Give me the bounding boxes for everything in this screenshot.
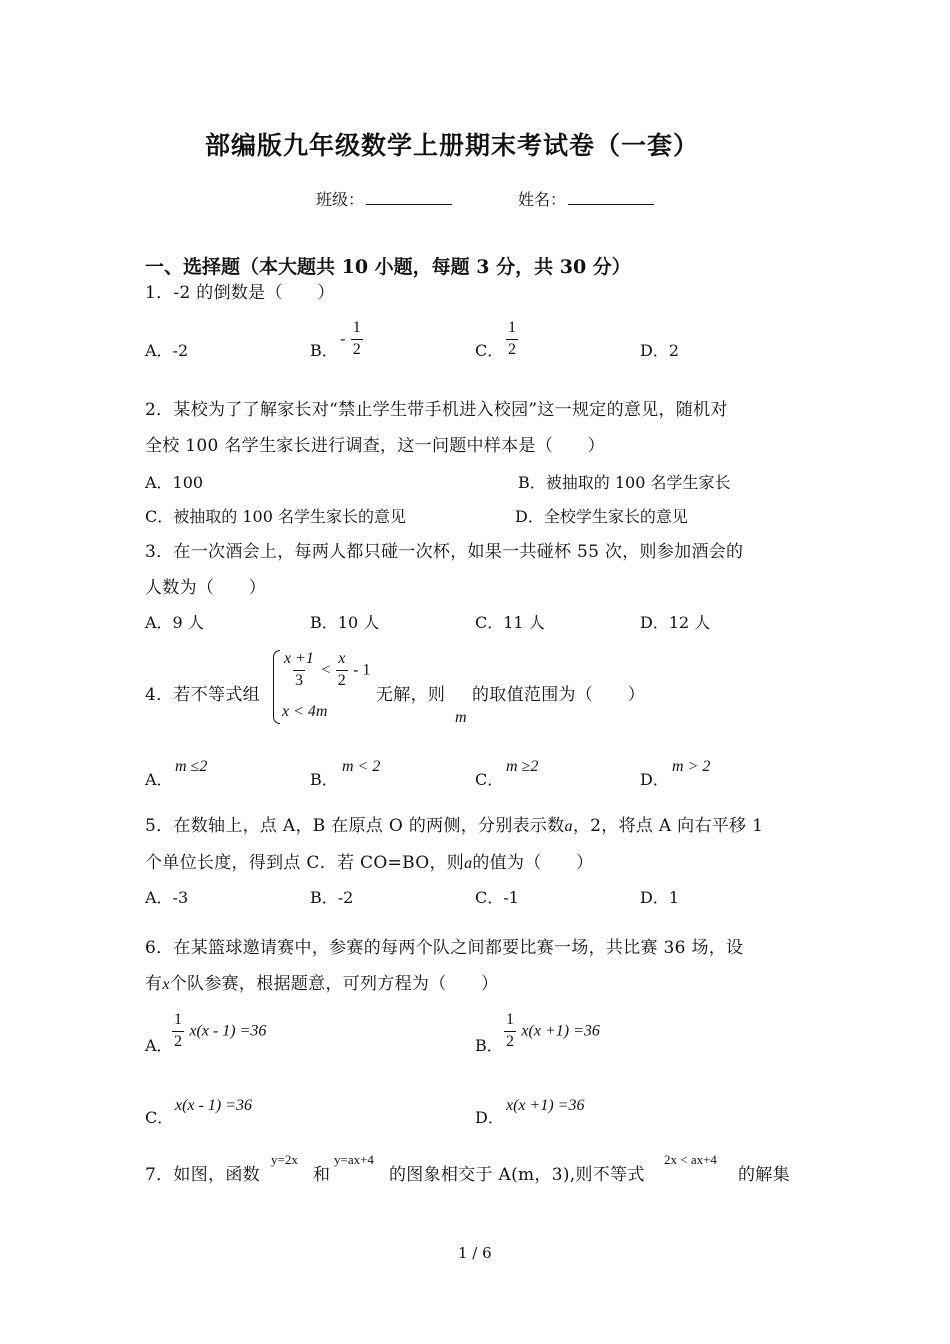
q6-a-expr: x(x - 1) =36 <box>189 1022 267 1040</box>
q5-option-c: C．-1 <box>475 888 519 907</box>
q2-option-c: C．被抽取的 100 名学生家长的意见 <box>145 507 406 526</box>
name-blank <box>568 190 654 205</box>
q6-option-c: x(x - 1) =36 <box>175 1097 252 1114</box>
q4-var-m: m <box>455 709 467 726</box>
q6-option-a <box>172 1012 266 1051</box>
q6-stem2-b: 个队参赛，根据题意，可列方程为（ ） <box>169 974 499 994</box>
q4-stem-c: 的取值范围为（ ） <box>472 685 645 705</box>
q2-option-d: D．全校学生家长的意见 <box>515 507 688 526</box>
q5-stem1-b: ，2，将点 A 向右平移 1 <box>572 816 764 836</box>
q3-option-b: B．10 人 <box>310 613 380 632</box>
class-field <box>316 190 452 208</box>
q1-option-c-math <box>506 320 518 359</box>
q4-inequality-1 <box>282 651 370 690</box>
q1-c-fraction <box>506 320 518 359</box>
section-heading: 一、选择题（本大题共 10 小题，每题 3 分，共 30 分） <box>145 256 631 278</box>
q2-option-a: A．100 <box>145 473 204 492</box>
q6-var-x: x <box>162 976 170 993</box>
q4-option-b-label: B． <box>310 770 338 789</box>
q7-inequality: 2x < ax+4 <box>664 1152 717 1167</box>
q5-option-a: A．-3 <box>145 888 189 907</box>
q4-ineq1-frac1 <box>282 651 316 690</box>
q4-ineq1-den2: 2 <box>337 671 346 689</box>
q6-a-num: 1 <box>174 1011 182 1028</box>
q7-stem-c: 的图象相交于 A(m，3),则不等式 <box>389 1165 645 1185</box>
q1-b-den: 2 <box>352 340 361 358</box>
q4-option-c: m ≥2 <box>506 758 539 775</box>
q3-option-c: C．11 人 <box>475 613 545 632</box>
q6-b-fraction <box>504 1012 516 1051</box>
q1-option-c <box>475 343 503 359</box>
q4-ineq1-op: < <box>321 661 331 679</box>
class-label: 班级： <box>316 190 365 209</box>
q7-function-2: y=ax+4 <box>334 1152 374 1167</box>
q7-function-1: y=2x <box>271 1152 298 1167</box>
q3-stem-line1: 3．在一次酒会上，每两人都只碰一次杯，如果一共碰杯 55 次，则参加酒会的 <box>145 542 744 562</box>
q3-stem-line2: 人数为（ ） <box>145 578 267 598</box>
q6-b-den: 2 <box>506 1032 514 1050</box>
q7-stem-d: 的解集 <box>738 1165 790 1185</box>
q7-stem-a: 7．如图，函数 <box>145 1165 260 1185</box>
q4-ineq1-den: 3 <box>294 671 303 689</box>
q1-option-d: D．2 <box>640 341 680 360</box>
q6-b-expr: x(x +1) =36 <box>521 1022 600 1040</box>
q6-option-d-label: D． <box>475 1108 504 1127</box>
q5-stem2-b: 的值为（ ） <box>472 853 594 873</box>
q5-stem1-a: 5．在数轴上，点 A，B 在原点 O 的两侧，分别表示数 <box>145 816 565 836</box>
q4-ineq1-tail: - 1 <box>353 661 371 679</box>
q1-c-den: 2 <box>508 340 516 358</box>
q6-stem-line1: 6．在某篮球邀请赛中，参赛的每两个队之间都要比赛一场，共比赛 36 场，设 <box>145 938 744 958</box>
q6-a-den: 2 <box>174 1032 182 1050</box>
q4-ineq1-num2: x <box>338 650 346 667</box>
q1-b-sign: - <box>340 330 346 348</box>
q4-option-b: m < 2 <box>342 758 381 775</box>
q1-option-b-math <box>340 320 363 359</box>
q4-stem-a: 4．若不等式组 <box>145 685 260 705</box>
q6-option-d: x(x +1) =36 <box>506 1097 585 1114</box>
q5-stem-line1 <box>145 818 763 835</box>
q4-option-c-label: C． <box>475 770 504 789</box>
page-number: 1 / 6 <box>458 1244 492 1262</box>
q4-system-brace <box>273 650 280 724</box>
class-blank <box>366 190 452 205</box>
q1-option-a: A．-2 <box>145 341 189 360</box>
q4-option-d-label: D． <box>640 770 669 789</box>
q2-stem-line1: 2．某校为了了解家长对“禁止学生带手机进入校园”这一规定的意见，随机对 <box>145 400 728 420</box>
q6-b-num: 1 <box>506 1011 514 1028</box>
q1-option-c-label: C． <box>475 341 504 360</box>
q4-ineq1-num: x +1 <box>284 650 314 667</box>
q7-stem-b: 和 <box>313 1165 331 1185</box>
q4-option-d: m > 2 <box>672 758 711 775</box>
q1-b-fraction <box>351 320 363 359</box>
q4-option-a: m ≤2 <box>175 758 208 775</box>
q4-inequality-2: x < 4m <box>282 703 328 720</box>
q5-option-d: D．1 <box>640 888 680 907</box>
q6-a-fraction <box>172 1012 184 1051</box>
q5-option-b: B．-2 <box>310 888 354 907</box>
q6-stem-line2 <box>145 976 498 993</box>
q6-option-a-label: A． <box>145 1036 173 1055</box>
q3-option-d: D．12 人 <box>640 613 711 632</box>
q2-stem-line2: 全校 100 名学生家长进行调查，这一问题中样本是（ ） <box>145 436 605 456</box>
q1-b-num: 1 <box>352 319 361 336</box>
q5-stem2-a: 个单位长度，得到点 C．若 CO=BO，则 <box>145 853 465 873</box>
name-field <box>518 190 654 208</box>
q4-stem-b: 无解，则 <box>376 685 446 705</box>
q1-stem: 1．-2 的倒数是（ ） <box>145 283 335 303</box>
q6-stem2-a: 有 <box>145 974 163 994</box>
q4-ineq1-frac2 <box>336 651 348 690</box>
q6-option-b-label: B． <box>475 1036 503 1055</box>
q6-option-c-label: C． <box>145 1108 174 1127</box>
q1-c-num: 1 <box>508 319 516 336</box>
q5-stem-line2 <box>145 855 593 872</box>
q1-option-b <box>310 343 338 359</box>
page-title: 部编版九年级数学上册期末考试卷（一套） <box>205 131 700 160</box>
q2-option-b: B．被抽取的 100 名学生家长 <box>518 473 731 492</box>
q5-var-a2: a <box>464 855 473 872</box>
q4-option-a-label: A． <box>145 770 173 789</box>
name-label: 姓名： <box>518 190 567 209</box>
q5-var-a: a <box>564 818 573 835</box>
q1-option-b-label: B． <box>310 341 338 360</box>
q6-option-b <box>504 1012 600 1051</box>
q3-option-a: A．9 人 <box>145 613 204 632</box>
